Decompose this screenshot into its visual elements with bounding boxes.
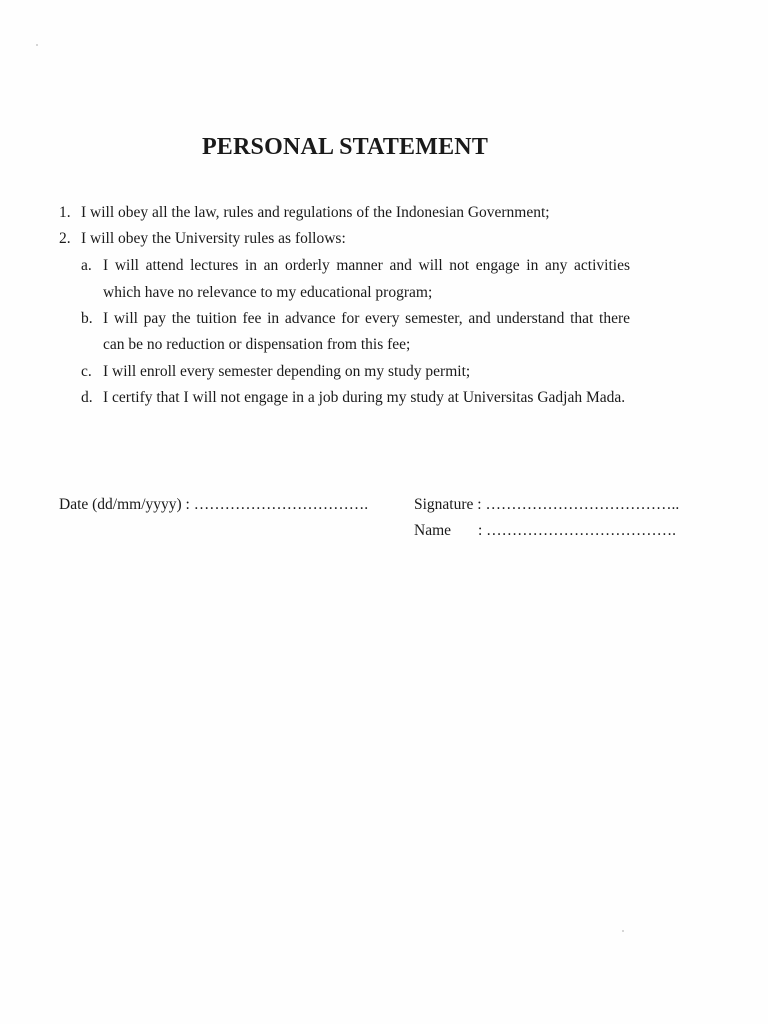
subitem-b-line2: can be no reduction or dispensation from this fee;	[103, 336, 411, 353]
subitem-b-line1: I will pay the tuition fee in advance for every semester, and understand that there	[103, 310, 630, 327]
name-label: Name	[414, 522, 452, 539]
name-field: : ……………………………….	[478, 522, 677, 539]
document-title: PERSONAL STATEMENT	[201, 134, 489, 160]
item-1-text: I will obey all the law, rules and regulations of the Indonesian Government;	[81, 204, 550, 221]
scan-speck	[36, 44, 38, 46]
signature-field: Signature : ………………………………..	[414, 496, 680, 513]
subitem-a-marker: a.	[81, 257, 92, 274]
date-field: Date (dd/mm/yyyy) : …………………………….	[59, 496, 369, 513]
subitem-d-text: I certify that I will not engage in a job during my study at Universitas Gadjah Mada.	[103, 389, 626, 406]
item-1-marker: 1.	[59, 204, 71, 221]
scan-speck	[622, 930, 624, 932]
subitem-c-marker: c.	[81, 363, 92, 380]
subitem-c-text: I will enroll every semester depending on my study permit;	[103, 363, 471, 380]
subitem-b-marker: b.	[81, 310, 93, 327]
item-2-text: I will obey the University rules as follows:	[81, 230, 346, 247]
subitem-a-line2: which have no relevance to my educational program;	[103, 284, 433, 301]
subitem-d-marker: d.	[81, 389, 93, 406]
subitem-a-line1: I will attend lectures in an orderly manner and will not engage in any activities	[103, 257, 630, 274]
item-2-marker: 2.	[59, 230, 71, 247]
